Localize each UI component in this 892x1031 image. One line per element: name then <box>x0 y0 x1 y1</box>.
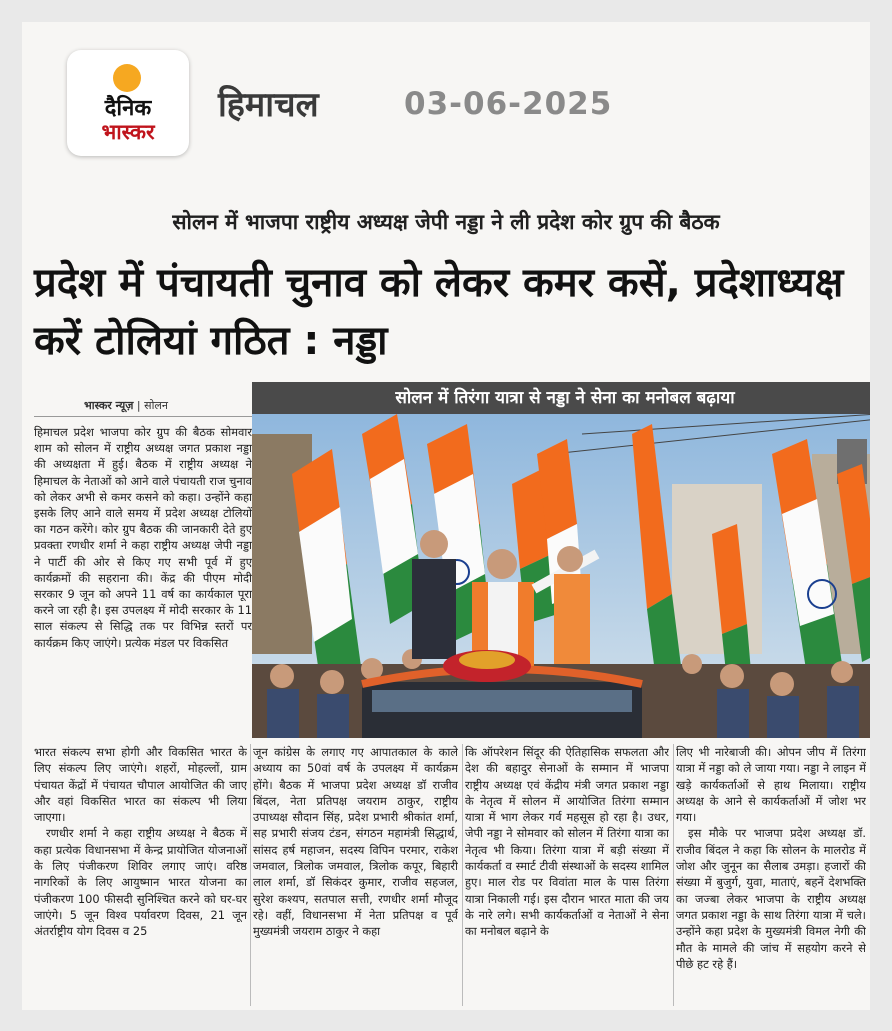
body-column-2 <box>253 744 458 1010</box>
column-divider <box>673 744 674 1006</box>
photo-caption: सोलन में तिरंगा यात्रा से नड्डा ने सेना का मनोबल बढ़ाया <box>252 382 870 414</box>
rally-photo <box>252 414 870 738</box>
edition-date: 03-06-2025 <box>404 86 613 122</box>
body-paragraph: रणधीर शर्मा ने कहा राष्ट्रीय अध्यक्ष ने बैठक में कहा प्रत्येक विधानसभा में केन्द्र प्रायोजित योजनाओं के लिए पंजीकरण शिविर लगाए जाएं। वरिष्ठ नागरिकों के लिए आयुष्मान भारत योजना का पंजीकरण 100 फीसदी सुनिश्चित करने को घर-घर जाएंगे। 5 जून विश्व पर्यावरण दिवस, 21 जून अंतर्राष्ट्रीय योग दिवस व 25 <box>34 826 247 939</box>
body-column-4 <box>676 744 866 1010</box>
byline-place: सोलन <box>144 399 168 412</box>
body-paragraph: कि ऑपरेशन सिंदूर की ऐतिहासिक सफलता और देश की बहादुर सेनाओं के सम्मान में भाजपा राष्ट्रीय अध्यक्ष एवं केंद्रीय मंत्री जगत प्रकाश नड्डा के नेतृत्व में सोलन में आयोजित तिरंगा सम्मान यात्रा में भाग लेकर गर्व महसूस हो रहा है। उधर, जेपी नड्डा ने सोमवार को सोलन में तिरंगा यात्रा का नेतृत्व भी किया। तिरंगा यात्रा में बड़ी संख्या में कार्यकर्ता व स्मार्ट टीवी संस्थाओं के सदस्य शामिल हुए। माल रोड पर विवांता माल के पास तिरंगा यात्रा निकाली गई। इस दौरान भारत माता की जय के नारे लगे। सभी कार्यकर्ताओं व नेताओं ने सेना का मनोबल बढ़ाने के <box>465 745 669 939</box>
article-headline: प्रदेश में पंचायती चुनाव को लेकर कमर कसें, प्रदेशाध्यक्ष करें टोलियां गठित : नड्डा <box>34 260 844 364</box>
body-column-3 <box>465 744 669 1010</box>
byline-source: भास्कर न्यूज़ <box>84 399 134 412</box>
divider <box>34 416 252 417</box>
dainik-bhaskar-logo <box>67 50 189 156</box>
logo-line-1: दैनिक <box>104 96 152 121</box>
sun-icon <box>113 64 141 92</box>
byline: भास्कर न्यूज़ | सोलन <box>84 399 168 412</box>
article-kicker: सोलन में भाजपा राष्ट्रीय अध्यक्ष जेपी नड्डा ने ली प्रदेश कोर ग्रुप की बैठक <box>172 210 720 234</box>
column-divider <box>462 744 463 1006</box>
logo-line-2: भास्कर <box>101 120 155 144</box>
body-paragraph: इस मौके पर भाजपा प्रदेश अध्यक्ष डॉ. राजीव बिंदल ने कहा कि सोलन के मालरोड में जोश और जुनून का सैलाब उमड़ा। हजारों की संख्या में बुजुर्ग, युवा, माताएं, बहनें देशभक्ति का जज्बा लेकर भाजपा के राष्ट्रीय अध्यक्ष जगत प्रकाश नड्डा के साथ तिरंगा यात्रा में चले। उन्होंने कहा प्रदेश के मुख्यमंत्री विमल नेगी की मौत के मामले की जांच में सहयोग करने से पीछे हट रहे हैं। <box>676 826 866 971</box>
article-lead: हिमाचल प्रदेश भाजपा कोर ग्रुप की बैठक सोमवार शाम को सोलन में राष्ट्रीय अध्यक्ष जगत प्रकाश नड्डा की अध्यक्षता में हुई। बैठक में राष्ट्रीय अध्यक्ष ने हिमाचल के नेताओं को आने वाले पंचायती राज चुनाव को लेकर अभी से कमर कसने को कहा। उन्होंने कहा इसके लिए आने वाले समय में प्रदेश अध्यक्ष टोलियों का गठन करेंगे। कोर ग्रुप बैठक की जानकारी देते हुए प्रवक्ता रणधीर शर्मा ने कहा राष्ट्रीय अध्यक्ष जेपी नड्डा ने पार्टी की ओर से किए गए सभी पूर्व में हुए कार्यक्रमों की सहराना की। केंद्र की पीएम मोदी सरकार 9 जून को अपने 11 वर्ष का कार्यकाल पूरा करने जा रही है। इस उपलक्ष्य में मोदी सरकार के 11 साल संकल्प से सिद्धि तक पर विभिन्न स्तरों पर कार्यक्रम किए जाएंगे। प्रत्येक मंडल पर विकसित <box>34 425 252 650</box>
body-paragraph: भारत संकल्प सभा होगी और विकसित भारत के लिए संकल्प लिए जाएंगे। शहरों, मोहल्लों, ग्राम पंचायत केंद्रों में पंचायत चौपाल आयोजित की जाए और वहां विकसित भारत का संकल्प भी लिया जाएगा। <box>34 745 247 825</box>
edition-region: हिमाचल <box>218 85 319 125</box>
body-paragraph: जून कांग्रेस के लगाए गए आपातकाल के काले अध्याय का 50वां वर्ष के उपलक्ष्य में कार्यक्रम होंगे। बैठक में भाजपा प्रदेश अध्यक्ष डॉ राजीव बिंदल, नेता प्रतिपक्ष जयराम ठाकुर, राष्ट्रीय उपाध्यक्ष सौदान सिंह, प्रदेश प्रभारी श्रीकांत शर्मा, सह प्रभारी संजय टंडन, संगठन महामंत्री सिद्धार्थ, सांसद हर्ष महाजन, सदस्य विपिन परमार, राकेश जमवाल, त्रिलोक जमवाल, त्रिलोक कपूर, बिहारी लाल शर्मा, डॉ सिकंदर कुमार, राजीव सहजल, सुरेश कश्यप, सतपाल सत्ती, रणधीर शर्मा मौजूद रहे। वहीं, विधानसभा में नेता प्रतिपक्ष व पूर्व मुख्यमंत्री जयराम ठाकुर ने कहा <box>253 745 458 939</box>
leaders-on-jeep <box>412 530 597 672</box>
body-paragraph: लिए भी नारेबाजी की। ओपन जीप में तिरंगा यात्रा में नड्डा को ले जाया गया। नड्डा ने लाइन में खड़े कार्यकर्ताओं से हाथ मिलाया। राष्ट्रीय अध्यक्ष के आने से कार्यकर्ताओं में जोश भर गया। <box>676 745 866 825</box>
newspaper-page <box>22 22 870 1010</box>
rally-illustration <box>252 414 870 738</box>
body-column-1 <box>34 744 247 1010</box>
column-divider <box>250 744 251 1006</box>
